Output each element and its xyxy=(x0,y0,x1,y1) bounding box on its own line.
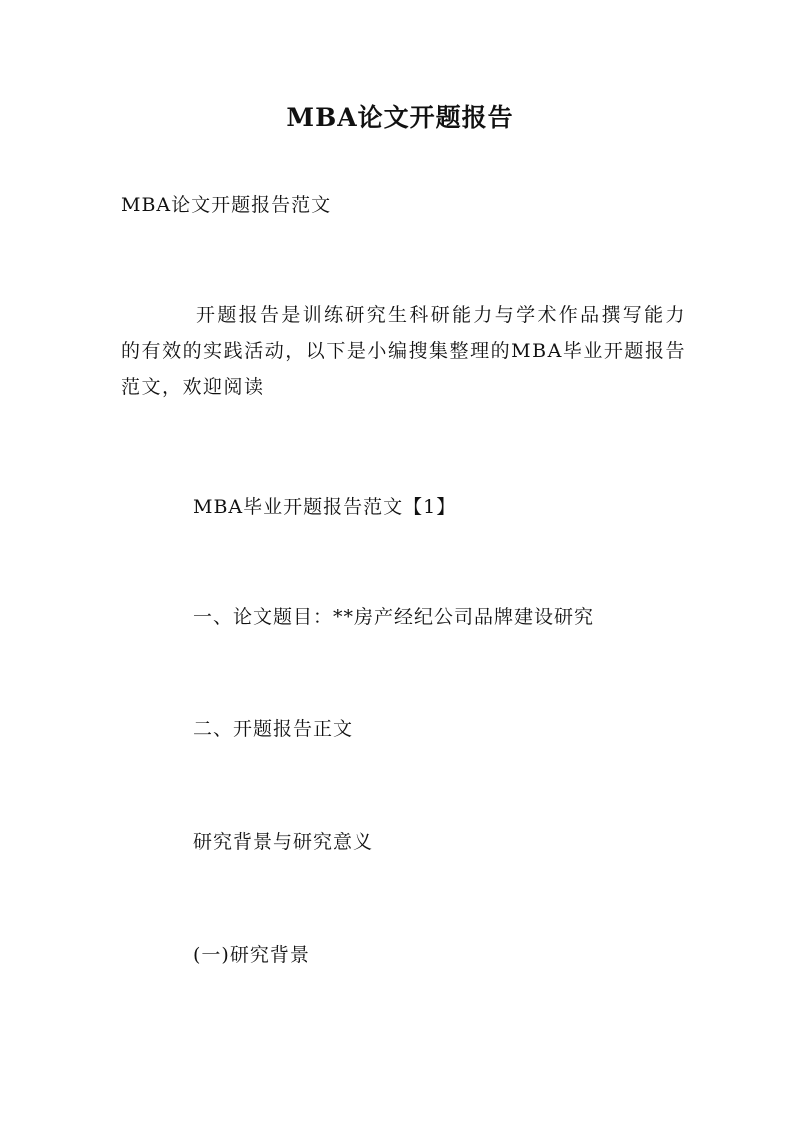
report-body-heading: 二、开题报告正文 xyxy=(193,718,354,740)
document-subtitle: MBA论文开题报告范文 xyxy=(121,194,332,216)
research-background-heading: (一)研究背景 xyxy=(193,944,310,966)
intro-paragraph: 开题报告是训练研究生科研能力与学术作品撰写能力的有效的实践活动，以下是小编搜集整理的MBA毕业开题报告范文，欢迎阅读 xyxy=(121,304,686,398)
thesis-title-line: 一、论文题目：**房产经纪公司品牌建设研究 xyxy=(193,606,595,628)
background-significance-heading: 研究背景与研究意义 xyxy=(193,831,374,853)
document-title: MBA论文开题报告 xyxy=(286,103,514,132)
section-heading: MBA毕业开题报告范文【1】 xyxy=(193,496,457,518)
